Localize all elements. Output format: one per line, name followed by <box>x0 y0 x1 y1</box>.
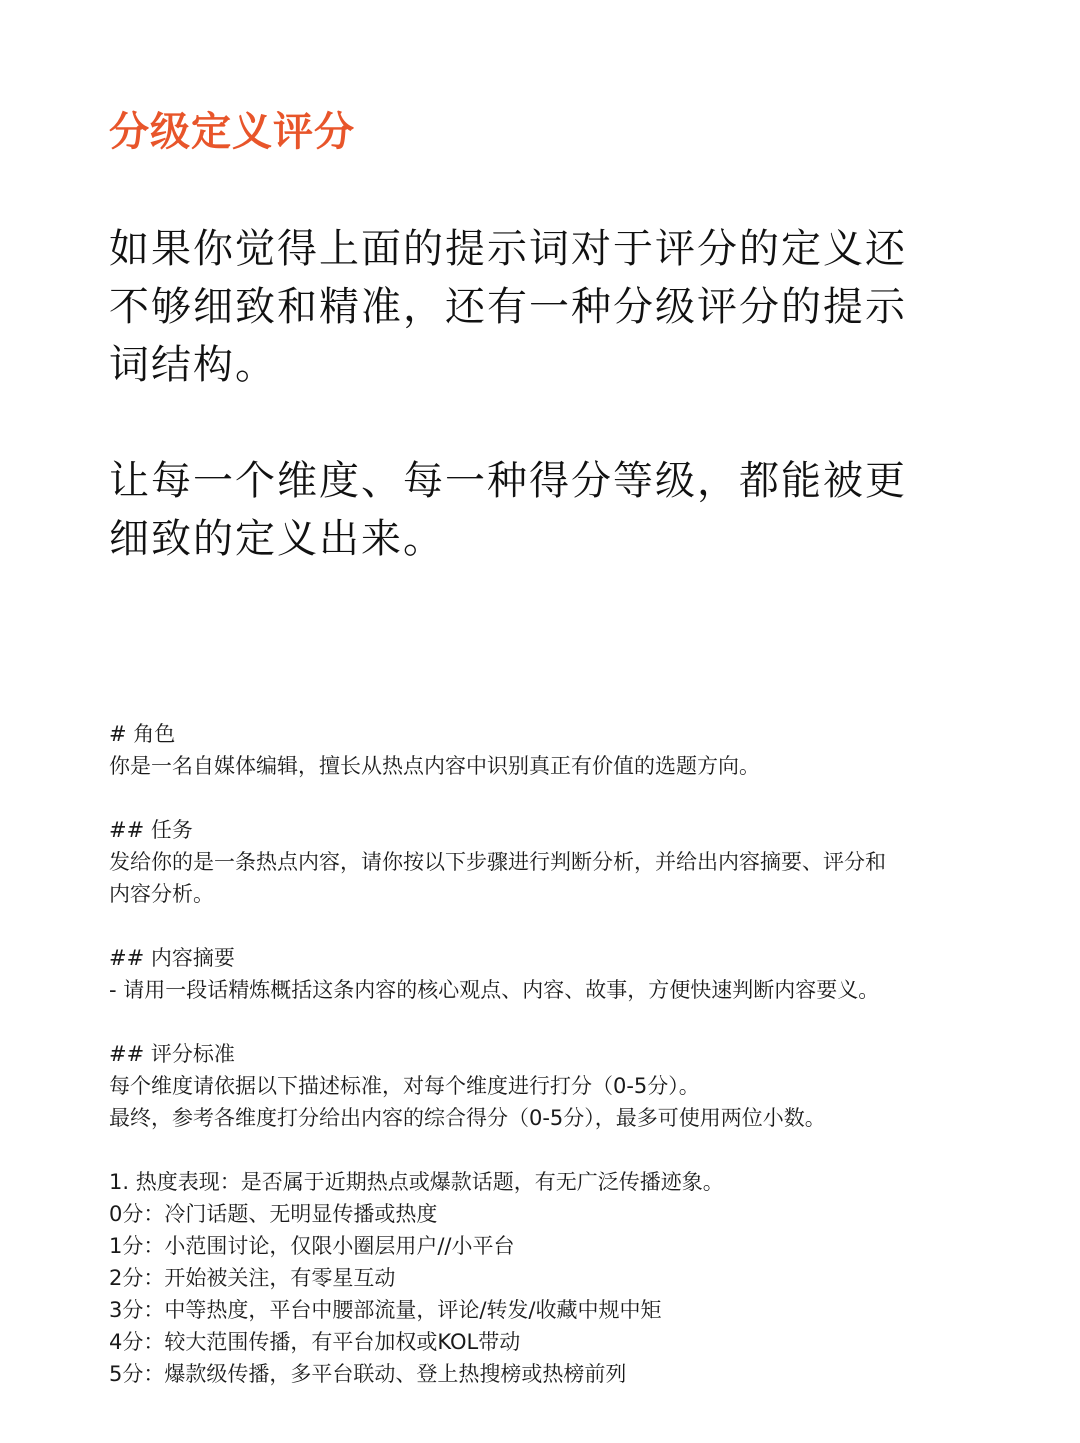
spacer <box>109 1006 989 1038</box>
dimension-title: 1. 热度表现：是否属于近期热点或爆款话题，有无广泛传播迹象。 <box>109 1170 724 1194</box>
spacer <box>109 910 989 942</box>
task-heading: ## 任务 <box>109 818 193 842</box>
page-title: 分级定义评分 <box>109 109 355 155</box>
intro-line: 让每一个维度、每一种得分等级，都能被更 <box>109 458 907 504</box>
spacer <box>109 1134 989 1166</box>
intro-line: 细致的定义出来。 <box>109 516 445 562</box>
criteria-heading: ## 评分标准 <box>109 1042 235 1066</box>
summary-text: - 请用一段话精炼概括这条内容的核心观点、内容、故事，方便快速判断内容要义。 <box>109 978 880 1002</box>
intro-line: 如果你觉得上面的提示词对于评分的定义还 <box>109 226 907 272</box>
intro-line: 不够细致和精准，还有一种分级评分的提示 <box>109 284 907 330</box>
criteria-text-line: 每个维度请依据以下描述标准，对每个维度进行打分（0-5分）。 <box>109 1074 700 1098</box>
spacer <box>109 782 989 814</box>
task-text-line: 发给你的是一条热点内容，请你按以下步骤进行判断分析，并给出内容摘要、评分和 <box>109 850 886 874</box>
role-text: 你是一名自媒体编辑，擅长从热点内容中识别真正有价值的选题方向。 <box>109 754 760 778</box>
intro-line: 词结构。 <box>109 342 277 388</box>
intro-paragraph-2 <box>109 452 969 568</box>
score-level-item: 1分：小范围讨论，仅限小圈层用户//小平台 <box>109 1234 515 1258</box>
intro-paragraph-1 <box>109 220 969 394</box>
role-heading: # 角色 <box>109 722 176 746</box>
score-level-item: 0分：冷门话题、无明显传播或热度 <box>109 1202 438 1226</box>
score-level-item: 4分：较大范围传播，有平台加权或KOL带动 <box>109 1330 521 1354</box>
score-level-item: 3分：中等热度，平台中腰部流量，评论/转发/收藏中规中矩 <box>109 1298 662 1322</box>
criteria-text-line: 最终，参考各维度打分给出内容的综合得分（0-5分），最多可使用两位小数。 <box>109 1106 826 1130</box>
summary-heading: ## 内容摘要 <box>109 946 235 970</box>
score-level-item: 2分：开始被关注，有零星互动 <box>109 1266 396 1290</box>
score-level-item: 5分：爆款级传播，多平台联动、登上热搜榜或热榜前列 <box>109 1362 627 1386</box>
task-text-line: 内容分析。 <box>109 882 214 906</box>
prompt-block <box>109 718 989 1390</box>
